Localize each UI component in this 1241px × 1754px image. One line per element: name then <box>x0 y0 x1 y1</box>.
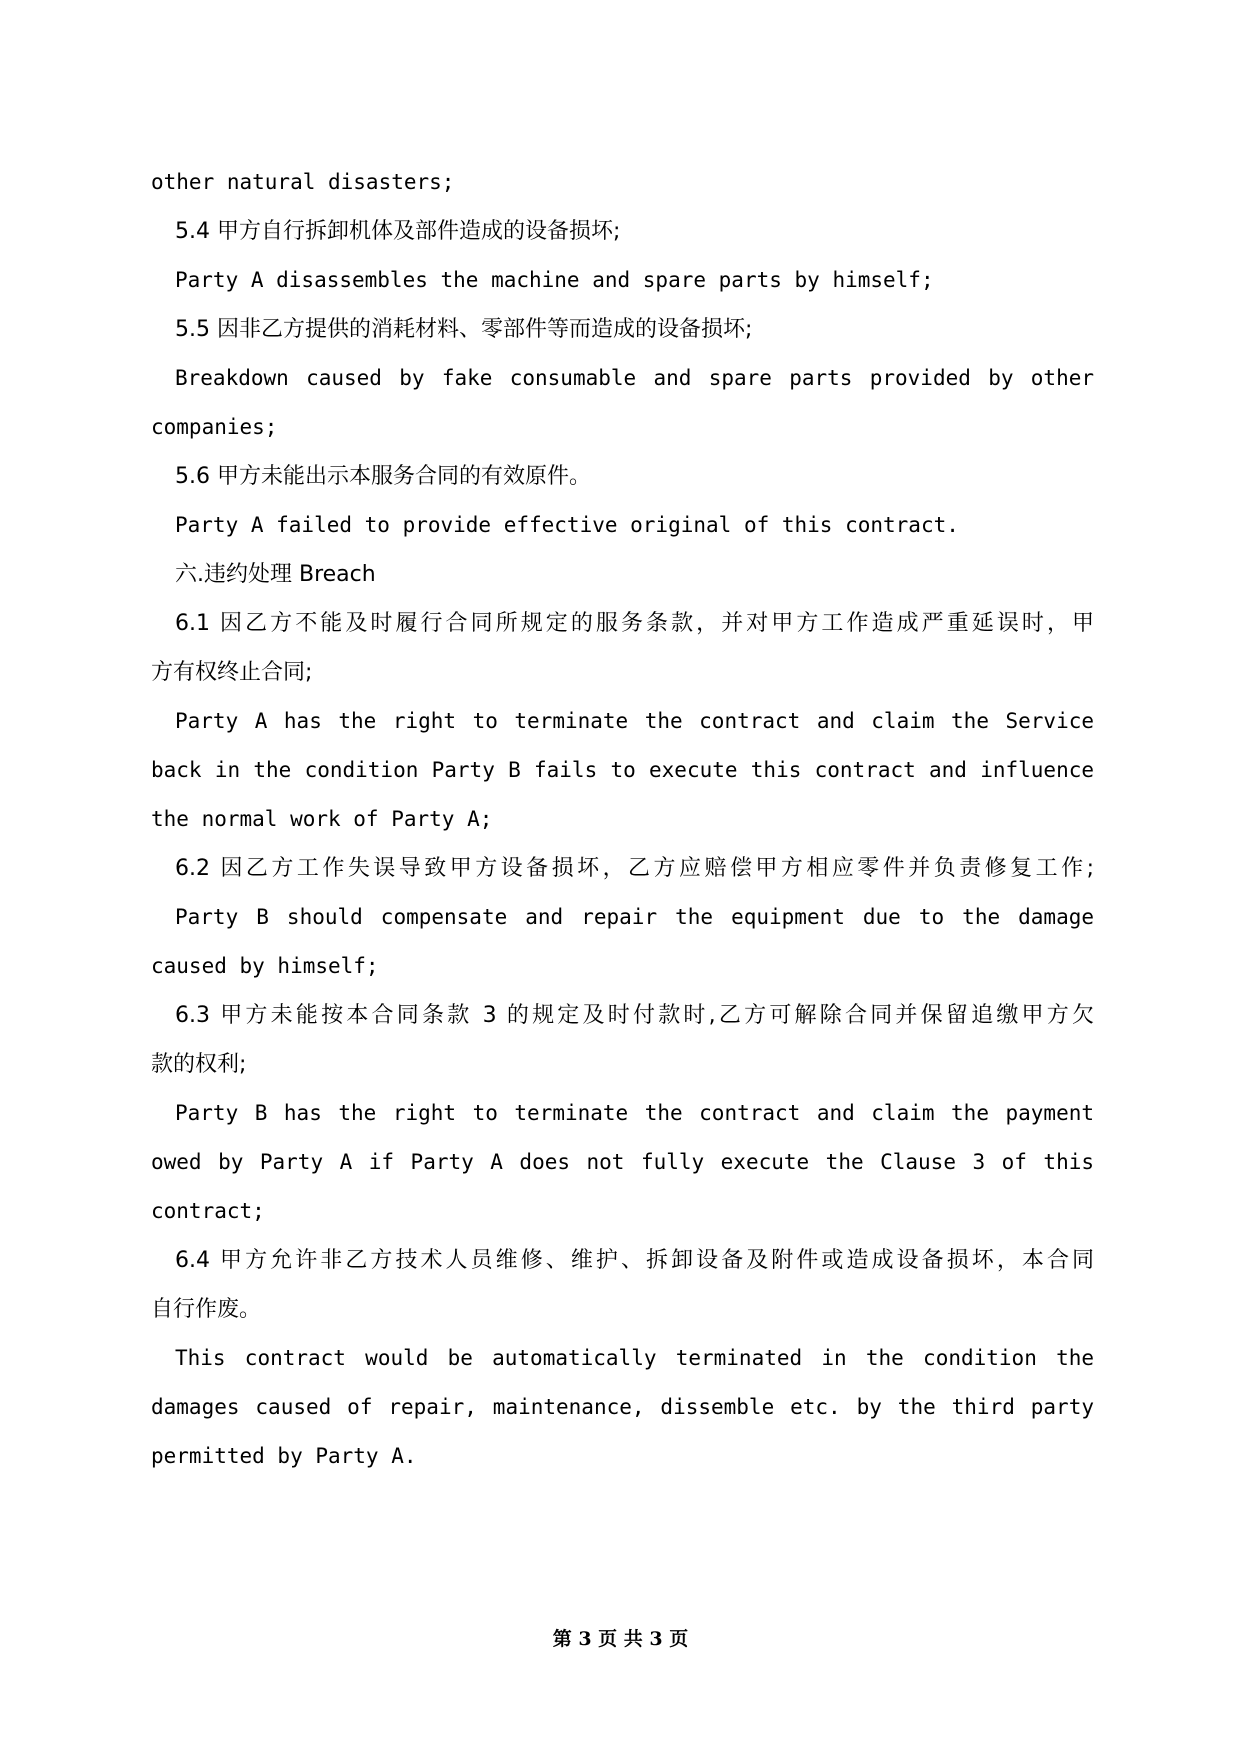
clause-6-1-zh-cont: 方有权终止合同; <box>151 660 313 685</box>
clause-6-4-en-cont: damages caused of repair, maintenance, dissemble etc. by the third party <box>151 1395 1094 1419</box>
clause-6-1-zh: 6.1 因乙方不能及时履行合同所规定的服务条款，并对甲方工作造成严重延误时，甲 <box>175 611 1094 636</box>
clause-6-1-en: Party A has the right to terminate the contract and claim the Service <box>175 709 1094 733</box>
page-number-footer: 第 3 页 共 3 页 <box>552 1628 689 1650</box>
clause-5-5-en: Breakdown caused by fake consumable and spare parts provided by other <box>175 366 1094 390</box>
clause-6-4-zh-cont: 自行作废。 <box>151 1297 262 1322</box>
clause-6-1-en-end: the normal work of Party A; <box>151 807 493 831</box>
clause-6-3-en: Party B has the right to terminate the contract and claim the payment <box>175 1101 1094 1125</box>
section-6-heading: 六.违约处理 Breach <box>175 562 376 587</box>
contract-body <box>151 158 1094 1481</box>
clause-5-5-zh: 5.5 因非乙方提供的消耗材料、零部件等而造成的设备损坏; <box>175 317 753 342</box>
clause-6-3-zh: 6.3 甲方未能按本合同条款 3 的规定及时付款时,乙方可解除合同并保留追缴甲方欠 <box>175 1003 1094 1028</box>
clause-6-4-en: This contract would be automatically terminated in the condition the <box>175 1346 1094 1370</box>
clause-6-4-en-end: permitted by Party A. <box>151 1444 417 1468</box>
text-line: other natural disasters; <box>151 170 455 194</box>
clause-5-5-en-cont: companies; <box>151 415 278 439</box>
clause-6-2-zh: 6.2 因乙方工作失误导致甲方设备损坏，乙方应赔偿甲方相应零件并负责修复工作; <box>175 856 1094 881</box>
clause-5-6-zh: 5.6 甲方未能出示本服务合同的有效原件。 <box>175 464 591 489</box>
clause-6-3-en-cont: owed by Party A if Party A does not fully execute the Clause 3 of this <box>151 1150 1094 1174</box>
clause-6-2-en: Party B should compensate and repair the equipment due to the damage <box>175 905 1094 929</box>
clause-6-1-en-cont: back in the condition Party B fails to execute this contract and influence <box>151 758 1094 782</box>
clause-6-4-zh: 6.4 甲方允许非乙方技术人员维修、维护、拆卸设备及附件或造成设备损坏，本合同 <box>175 1248 1094 1273</box>
clause-6-3-zh-cont: 款的权利; <box>151 1052 247 1077</box>
clause-5-6-en: Party A failed to provide effective original of this contract. <box>175 513 959 537</box>
clause-6-2-en-cont: caused by himself; <box>151 954 379 978</box>
clause-5-4-en: Party A disassembles the machine and spare parts by himself; <box>175 268 934 292</box>
clause-5-4-zh: 5.4 甲方自行拆卸机体及部件造成的设备损坏; <box>175 219 621 244</box>
clause-6-3-en-end: contract; <box>151 1199 265 1223</box>
